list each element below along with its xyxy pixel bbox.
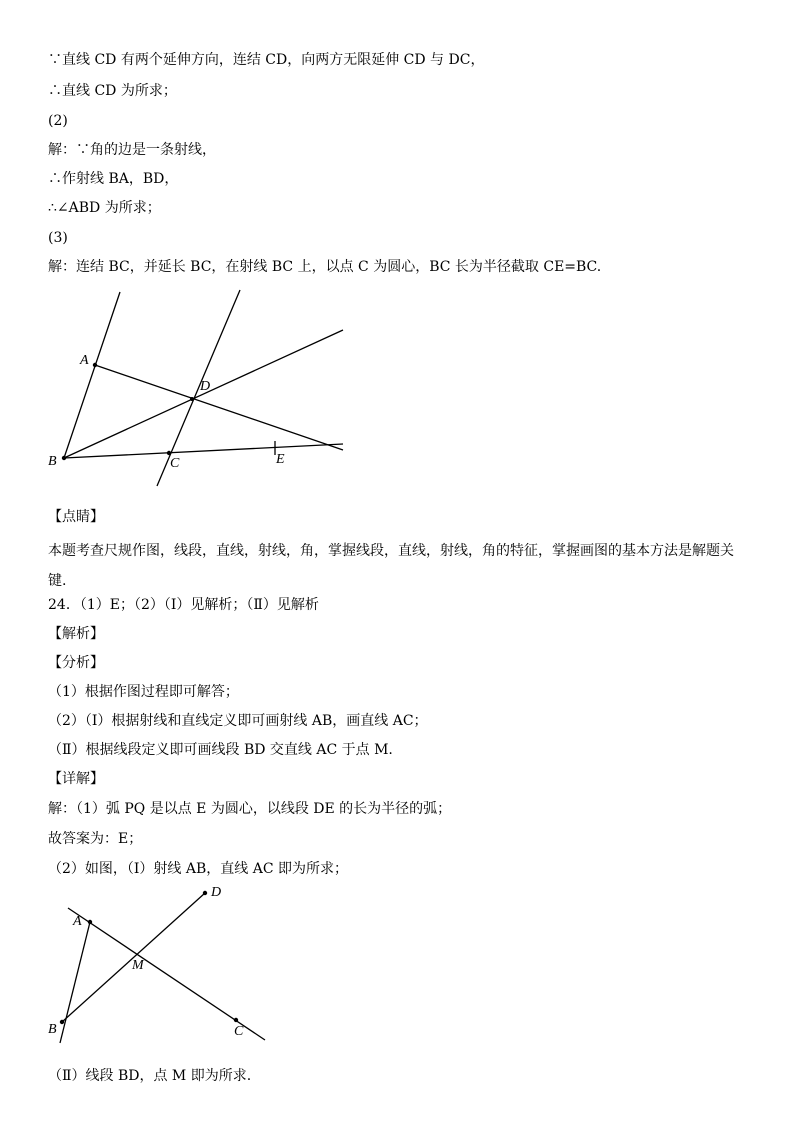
text-line-6: ∴∠ABD 为所求； (48, 200, 161, 216)
text-line-15: （2）（Ⅰ）根据射线和直线定义即可画射线 AB，画直线 AC； (48, 713, 428, 729)
text-line-10: 本题考查尺规作图，线段，直线，射线，角，掌握线段，直线，射线，角的特征，掌握画图的基本方法是解题关键. (48, 543, 734, 589)
text-line-3: (2) (48, 113, 68, 129)
text-line-14: （1）根据作图过程即可解答； (48, 684, 239, 700)
label-A: A (73, 914, 82, 929)
segment-AE (95, 365, 343, 450)
text-line-7: (3) (48, 230, 68, 246)
ray-BD (64, 330, 343, 458)
ray-AB (60, 922, 90, 1043)
text-line-2: ∴直线 CD 为所求； (48, 83, 177, 99)
text-line-12: 【解析】 (48, 626, 104, 642)
label-D: D (200, 379, 211, 394)
label-C: C (234, 1024, 244, 1039)
text-line-13: 【分析】 (48, 655, 104, 671)
label-A: A (80, 353, 89, 368)
label-M: M (132, 958, 144, 973)
ray-BE (64, 444, 343, 458)
text-line-19: 故答案为：E； (48, 831, 143, 847)
text-line-20: （2）如图，（Ⅰ）射线 AB，直线 AC 即为所求； (48, 861, 349, 877)
text-line-17: 【详解】 (48, 771, 104, 787)
text-line-21: （Ⅱ）线段 BD，点 M 即为所求. (48, 1068, 252, 1084)
label-B: B (48, 1022, 57, 1037)
text-line-11: 24．（1）E；（2）（Ⅰ）见解析；（Ⅱ）见解析 (48, 597, 319, 613)
text-line-16: （Ⅱ）根据线段定义即可画线段 BD 交直线 AC 于点 M. (48, 742, 393, 758)
text-line-8: 解：连结 BC，并延长 BC，在射线 BC 上，以点 C 为圆心，BC 长为半径截取 CE=BC. (48, 259, 602, 275)
text-line-5: ∴作射线 BA，BD， (48, 171, 179, 187)
text-line-1: ∵直线 CD 有两个延伸方向，连结 CD，向两方无限延伸 CD 与 DC， (48, 52, 485, 68)
figure-construction-1 (40, 285, 360, 495)
text-line-9: 【点睛】 (48, 509, 104, 525)
figure-construction-2 (40, 880, 280, 1050)
label-D: D (211, 885, 222, 900)
ray-BA (64, 292, 120, 458)
label-B: B (48, 454, 57, 469)
text-line-18: 解：（1）弧 PQ 是以点 E 为圆心，以线段 DE 的长为半径的弧； (48, 801, 452, 817)
label-C: C (170, 456, 180, 471)
text-line-4: 解：∵角的边是一条射线， (48, 142, 216, 158)
label-E: E (276, 452, 285, 467)
